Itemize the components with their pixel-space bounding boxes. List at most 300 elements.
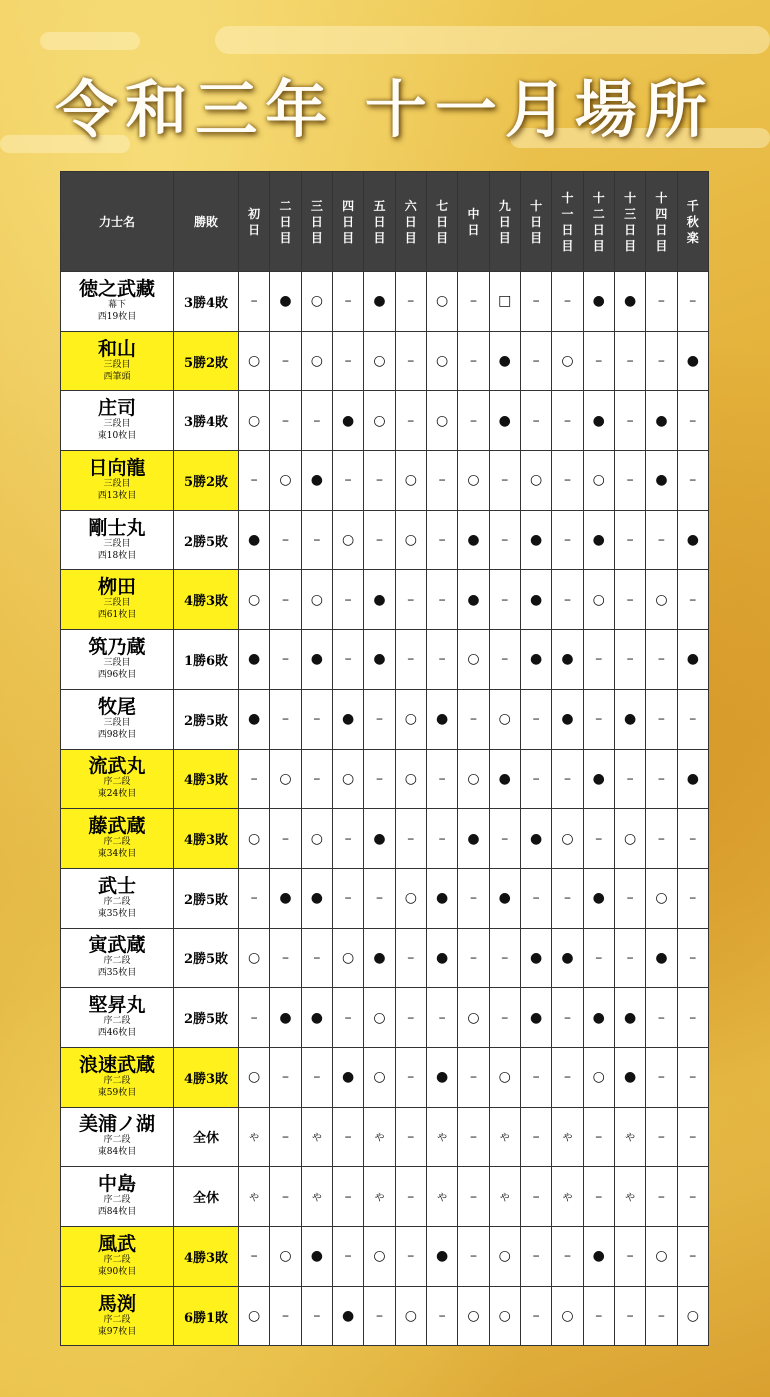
record-cell: 3勝4敗	[174, 272, 239, 332]
wrestler-cell	[61, 510, 174, 570]
bout-result-day-10: ●	[520, 630, 551, 690]
wrestler-rank: 東35枚目	[97, 908, 137, 919]
header-day-char: 初	[248, 206, 261, 221]
header-day-char: 日	[342, 214, 355, 229]
bout-result-day-8: –	[458, 331, 489, 391]
bout-result-day-13: –	[614, 749, 645, 809]
bout-result-day-12: ○	[583, 570, 614, 630]
wrestler-name: 和山	[97, 337, 136, 360]
bout-result-day-5: –	[364, 510, 395, 570]
bout-result-day-14: –	[646, 1286, 677, 1346]
wrestler-rank: 東90枚目	[97, 1266, 137, 1277]
header-day-char: 九	[498, 198, 511, 213]
header-day-char: 目	[624, 238, 637, 253]
bout-result-day-13: ●	[614, 1047, 645, 1107]
bout-result-day-5: ○	[364, 391, 395, 451]
header-day-char: 二	[279, 198, 292, 213]
wrestler-cell	[61, 1286, 174, 1346]
bout-result-day-5: ●	[364, 928, 395, 988]
bout-result-day-4: –	[332, 988, 363, 1048]
bout-result-day-13: ●	[614, 988, 645, 1048]
bout-result-day-4: ○	[332, 510, 363, 570]
bout-result-day-7: ○	[426, 331, 457, 391]
bout-result-day-8: –	[458, 1227, 489, 1287]
bout-result-day-4: ●	[332, 689, 363, 749]
bout-result-day-12: –	[583, 630, 614, 690]
wrestler-name: 風武	[97, 1232, 136, 1255]
bout-result-day-12: ●	[583, 1227, 614, 1287]
wrestler-name: 剛士丸	[88, 516, 146, 539]
bout-result-day-8: –	[458, 391, 489, 451]
wrestler-division: 序二段	[103, 896, 131, 907]
bout-result-day-7: や	[426, 1107, 457, 1167]
bout-result-day-5: –	[364, 1286, 395, 1346]
bout-result-day-12: ●	[583, 749, 614, 809]
bout-result-day-2: –	[270, 1107, 301, 1167]
bout-result-day-2: –	[270, 570, 301, 630]
bout-result-day-8: –	[458, 928, 489, 988]
bout-result-day-14: –	[646, 809, 677, 869]
bout-result-day-3: ○	[301, 809, 332, 869]
bout-result-day-7: –	[426, 510, 457, 570]
bout-result-day-15: –	[677, 988, 708, 1048]
bout-result-day-5: –	[364, 749, 395, 809]
bout-result-day-10: –	[520, 749, 551, 809]
bout-result-day-1: や	[239, 1107, 270, 1167]
bout-result-day-11: –	[552, 1047, 583, 1107]
header-record: 勝敗	[174, 172, 239, 272]
bout-result-day-1: ○	[239, 391, 270, 451]
bout-result-day-6: –	[395, 272, 426, 332]
bout-result-day-1: ●	[239, 630, 270, 690]
table-row	[61, 689, 709, 749]
bout-result-day-7: ●	[426, 928, 457, 988]
wrestler-rank: 西35枚目	[97, 968, 137, 979]
bout-result-day-4: –	[332, 570, 363, 630]
header-row	[61, 172, 709, 272]
bout-result-day-7: –	[426, 630, 457, 690]
header-day-2	[270, 172, 301, 272]
bout-result-day-9: や	[489, 1107, 520, 1167]
header-wrestler-name: 力士名	[61, 172, 174, 272]
bout-result-day-9: ●	[489, 868, 520, 928]
record-cell: 全休	[174, 1167, 239, 1227]
bout-result-day-1: –	[239, 988, 270, 1048]
header-day-char: 秋	[686, 214, 699, 229]
header-day-4	[332, 172, 363, 272]
bout-result-day-4: ○	[332, 749, 363, 809]
bout-result-day-13: や	[614, 1107, 645, 1167]
header-day-9	[489, 172, 520, 272]
bout-result-day-15: –	[677, 868, 708, 928]
bout-result-day-15: ●	[677, 630, 708, 690]
header-day-char: 日	[561, 222, 574, 237]
bout-result-day-1: –	[239, 451, 270, 511]
record-cell: 2勝5敗	[174, 510, 239, 570]
table-row	[61, 1227, 709, 1287]
header-day-char: 楽	[686, 230, 699, 245]
bout-result-day-13: –	[614, 1286, 645, 1346]
header-day-char: 日	[373, 214, 386, 229]
header-day-char: 日	[279, 214, 292, 229]
bout-result-day-10: ●	[520, 510, 551, 570]
bout-result-day-9: –	[489, 451, 520, 511]
bout-result-day-15: –	[677, 809, 708, 869]
bout-result-day-9: ○	[489, 1227, 520, 1287]
bout-result-day-1: ○	[239, 331, 270, 391]
wrestler-division: 三段目	[103, 419, 131, 430]
bout-result-day-12: ○	[583, 451, 614, 511]
bout-result-day-10: –	[520, 868, 551, 928]
bout-result-day-2: –	[270, 1167, 301, 1227]
header-day-8	[458, 172, 489, 272]
bout-result-day-9: –	[489, 570, 520, 630]
bout-result-day-12: –	[583, 1107, 614, 1167]
bout-result-day-5: ○	[364, 1227, 395, 1287]
bout-result-day-3: ●	[301, 451, 332, 511]
bout-result-day-5: ●	[364, 630, 395, 690]
bout-result-day-8: ○	[458, 749, 489, 809]
bout-result-day-2: –	[270, 331, 301, 391]
bout-result-day-9: –	[489, 988, 520, 1048]
bout-result-day-5: –	[364, 451, 395, 511]
header-day-char: 六	[404, 198, 417, 213]
bout-result-day-7: や	[426, 1167, 457, 1227]
bout-result-day-9: –	[489, 809, 520, 869]
bout-result-day-11: ●	[552, 630, 583, 690]
bout-result-day-1: ○	[239, 1286, 270, 1346]
wrestler-name: 堅昇丸	[88, 994, 146, 1017]
bout-result-day-6: ○	[395, 451, 426, 511]
record-cell: 1勝6敗	[174, 630, 239, 690]
bout-result-day-11: –	[552, 272, 583, 332]
bout-result-day-5: ●	[364, 272, 395, 332]
bout-result-day-7: ●	[426, 1047, 457, 1107]
bout-result-day-3: –	[301, 1047, 332, 1107]
wrestler-name: 美浦ノ湖	[78, 1113, 155, 1136]
bout-result-day-13: ●	[614, 689, 645, 749]
bout-result-day-6: –	[395, 391, 426, 451]
bout-result-day-2: ●	[270, 272, 301, 332]
wrestler-division: 序二段	[103, 777, 131, 788]
wrestler-rank: 西筆頭	[103, 371, 131, 382]
table-row	[61, 868, 709, 928]
bout-result-day-10: ○	[520, 451, 551, 511]
bout-result-day-10: ●	[520, 809, 551, 869]
bout-result-day-10: ●	[520, 570, 551, 630]
bout-result-day-4: –	[332, 1167, 363, 1227]
bout-result-day-11: –	[552, 391, 583, 451]
bout-result-day-6: –	[395, 570, 426, 630]
header-day-char: 日	[498, 214, 511, 229]
bout-result-day-1: –	[239, 1227, 270, 1287]
record-cell: 6勝1敗	[174, 1286, 239, 1346]
bout-result-day-9: –	[489, 630, 520, 690]
table-row	[61, 510, 709, 570]
table-row	[61, 451, 709, 511]
header-day-char: 十	[655, 190, 668, 205]
header-day-char: 目	[342, 230, 355, 245]
wrestler-cell	[61, 272, 174, 332]
header-day-char: 日	[404, 214, 417, 229]
wrestler-rank: 西13枚目	[97, 490, 137, 501]
bout-result-day-15: –	[677, 451, 708, 511]
header-day-char: 日	[467, 222, 480, 237]
bout-result-day-11: –	[552, 1227, 583, 1287]
bout-result-day-5: –	[364, 689, 395, 749]
wrestler-division: 序二段	[103, 1314, 131, 1325]
wrestler-division: 三段目	[103, 657, 131, 668]
bout-result-day-14: ●	[646, 451, 677, 511]
header-day-char: 中	[467, 206, 480, 221]
bout-result-day-4: –	[332, 272, 363, 332]
wrestler-cell	[61, 331, 174, 391]
header-day-char: 目	[561, 238, 574, 253]
bout-result-day-6: –	[395, 1107, 426, 1167]
bout-result-day-9: ●	[489, 331, 520, 391]
bout-result-day-3: ●	[301, 988, 332, 1048]
bout-result-day-8: ○	[458, 988, 489, 1048]
wrestler-cell	[61, 391, 174, 451]
bout-result-day-5: ●	[364, 809, 395, 869]
bout-result-day-1: ○	[239, 570, 270, 630]
header-day-char: 日	[592, 222, 605, 237]
bout-result-day-13: –	[614, 1227, 645, 1287]
bout-result-day-12: ●	[583, 272, 614, 332]
wrestler-cell	[61, 988, 174, 1048]
bout-result-day-6: –	[395, 331, 426, 391]
header-day-char: 四	[342, 198, 355, 213]
wrestler-division: 序二段	[103, 837, 131, 848]
bout-result-day-6: –	[395, 1167, 426, 1227]
wrestler-division: 序二段	[103, 1254, 131, 1265]
bout-result-day-4: ○	[332, 928, 363, 988]
bout-result-day-14: –	[646, 689, 677, 749]
bout-result-day-7: –	[426, 988, 457, 1048]
header-day-char: 日	[624, 222, 637, 237]
bout-result-day-10: –	[520, 1047, 551, 1107]
bout-result-day-14: ●	[646, 928, 677, 988]
page-title: 令和三年 十一月場所	[55, 73, 715, 146]
bout-result-day-13: ○	[614, 809, 645, 869]
bout-result-day-8: ●	[458, 809, 489, 869]
bout-result-day-12: –	[583, 809, 614, 869]
wrestler-rank: 東10枚目	[97, 431, 137, 442]
header-day-char: 十	[624, 190, 637, 205]
bout-result-day-6: –	[395, 928, 426, 988]
header-day-7	[426, 172, 457, 272]
bout-result-day-11: ●	[552, 928, 583, 988]
bout-result-day-7: ○	[426, 272, 457, 332]
bout-result-day-8: ○	[458, 1286, 489, 1346]
bout-result-day-5: –	[364, 868, 395, 928]
record-cell: 4勝3敗	[174, 570, 239, 630]
bout-result-day-11: –	[552, 988, 583, 1048]
record-cell: 全休	[174, 1107, 239, 1167]
bout-result-day-10: –	[520, 1167, 551, 1227]
bout-result-day-5: ○	[364, 331, 395, 391]
bout-result-day-12: ●	[583, 988, 614, 1048]
record-cell: 4勝3敗	[174, 749, 239, 809]
header-day-char: 目	[373, 230, 386, 245]
bout-result-day-3: –	[301, 510, 332, 570]
bout-result-day-7: –	[426, 570, 457, 630]
bout-result-day-14: –	[646, 331, 677, 391]
bout-result-day-11: ○	[552, 809, 583, 869]
bout-result-day-15: ●	[677, 749, 708, 809]
bout-result-day-8: ○	[458, 630, 489, 690]
bout-result-day-5: や	[364, 1167, 395, 1227]
bout-result-day-15: ○	[677, 1286, 708, 1346]
header-day-char: 七	[436, 198, 449, 213]
bout-result-day-15: ●	[677, 510, 708, 570]
wrestler-rank: 東97枚目	[97, 1326, 137, 1337]
bout-result-day-11: や	[552, 1107, 583, 1167]
bout-result-day-13: –	[614, 928, 645, 988]
bout-result-day-3: –	[301, 749, 332, 809]
bout-result-day-14: ○	[646, 570, 677, 630]
bout-result-day-15: –	[677, 570, 708, 630]
table-row	[61, 272, 709, 332]
bout-result-day-9: ○	[489, 1047, 520, 1107]
bout-result-day-14: –	[646, 1167, 677, 1227]
bout-result-day-10: –	[520, 331, 551, 391]
bout-result-day-12: –	[583, 331, 614, 391]
bout-result-day-12: –	[583, 689, 614, 749]
bout-result-day-6: –	[395, 630, 426, 690]
wrestler-name: 栁田	[97, 576, 136, 599]
bout-result-day-2: ●	[270, 988, 301, 1048]
bout-result-day-15: –	[677, 689, 708, 749]
bout-result-day-9: や	[489, 1167, 520, 1227]
bout-result-day-2: –	[270, 928, 301, 988]
bout-result-day-11: –	[552, 510, 583, 570]
bout-result-day-3: ●	[301, 868, 332, 928]
bout-result-day-13: –	[614, 630, 645, 690]
bout-result-day-5: や	[364, 1107, 395, 1167]
bout-result-day-11: –	[552, 451, 583, 511]
bout-result-day-1: –	[239, 868, 270, 928]
header-day-char: 目	[404, 230, 417, 245]
bout-result-day-9: ○	[489, 689, 520, 749]
header-day-char: 三	[624, 206, 637, 221]
bout-result-day-1: ●	[239, 510, 270, 570]
wrestler-rank: 西84枚目	[97, 1207, 137, 1218]
bout-result-day-1: –	[239, 749, 270, 809]
bout-result-day-3: –	[301, 689, 332, 749]
header-day-3	[301, 172, 332, 272]
wrestler-cell	[61, 630, 174, 690]
wrestler-division: 序二段	[103, 1075, 131, 1086]
wrestler-cell	[61, 1167, 174, 1227]
decor-cloud	[215, 26, 770, 54]
bout-result-day-7: –	[426, 451, 457, 511]
header-day-char: 日	[530, 214, 543, 229]
header-day-1	[239, 172, 270, 272]
bout-result-day-10: –	[520, 391, 551, 451]
bout-result-day-2: –	[270, 689, 301, 749]
bout-result-day-7: ●	[426, 689, 457, 749]
bout-result-day-14: –	[646, 1047, 677, 1107]
bout-result-day-10: –	[520, 1227, 551, 1287]
bout-result-day-3: –	[301, 391, 332, 451]
wrestler-rank: 西61枚目	[97, 610, 137, 621]
bout-result-day-6: ○	[395, 689, 426, 749]
bout-result-day-4: ●	[332, 1286, 363, 1346]
table-row	[61, 928, 709, 988]
bout-result-day-2: ●	[270, 868, 301, 928]
bout-result-day-13: ●	[614, 272, 645, 332]
bout-result-day-9: ○	[489, 1286, 520, 1346]
wrestler-cell	[61, 1227, 174, 1287]
bout-result-day-1: や	[239, 1167, 270, 1227]
record-cell: 2勝5敗	[174, 689, 239, 749]
bout-result-day-12: ○	[583, 1047, 614, 1107]
bout-result-day-5: ○	[364, 1047, 395, 1107]
bout-result-day-6: –	[395, 1047, 426, 1107]
bout-result-day-8: –	[458, 1047, 489, 1107]
wrestler-cell	[61, 868, 174, 928]
bout-result-day-11: ○	[552, 331, 583, 391]
bout-result-day-3: ●	[301, 630, 332, 690]
bout-results-table	[60, 171, 709, 1346]
wrestler-rank: 西98枚目	[97, 729, 137, 740]
bout-result-day-9: –	[489, 510, 520, 570]
wrestler-division: 序二段	[103, 1195, 131, 1206]
bout-result-day-9: –	[489, 928, 520, 988]
bout-result-day-14: ●	[646, 391, 677, 451]
wrestler-division: 序二段	[103, 1016, 131, 1027]
wrestler-division: 序二段	[103, 1135, 131, 1146]
bout-result-day-4: –	[332, 451, 363, 511]
bout-result-day-11: –	[552, 749, 583, 809]
wrestler-cell	[61, 451, 174, 511]
bout-result-day-7: –	[426, 1286, 457, 1346]
header-day-char: 十	[530, 198, 543, 213]
wrestler-cell	[61, 1107, 174, 1167]
wrestler-name: 庄司	[97, 397, 136, 420]
header-day-char: 三	[310, 198, 323, 213]
bout-result-day-15: –	[677, 1227, 708, 1287]
table-row	[61, 570, 709, 630]
wrestler-name: 浪速武蔵	[78, 1053, 155, 1076]
header-day-14	[646, 172, 677, 272]
table-row	[61, 1047, 709, 1107]
bout-result-day-14: –	[646, 1107, 677, 1167]
bout-result-day-4: ●	[332, 391, 363, 451]
bout-result-day-6: ○	[395, 1286, 426, 1346]
table-row	[61, 331, 709, 391]
wrestler-name: 武士	[97, 874, 136, 897]
header-day-12	[583, 172, 614, 272]
bout-result-day-3: ○	[301, 570, 332, 630]
header-day-6	[395, 172, 426, 272]
bout-result-day-2: –	[270, 630, 301, 690]
wrestler-name: 牧尾	[97, 695, 136, 718]
wrestler-rank: 東59枚目	[97, 1087, 137, 1098]
bout-result-day-5: ●	[364, 570, 395, 630]
record-cell: 2勝5敗	[174, 988, 239, 1048]
header-day-char: 目	[530, 230, 543, 245]
wrestler-name: 中島	[97, 1173, 136, 1196]
wrestler-division: 三段目	[103, 478, 131, 489]
bout-result-day-14: –	[646, 988, 677, 1048]
record-cell: 2勝5敗	[174, 928, 239, 988]
wrestler-division: 三段目	[103, 359, 131, 370]
bout-result-day-2: –	[270, 1286, 301, 1346]
record-cell: 3勝4敗	[174, 391, 239, 451]
header-day-11	[552, 172, 583, 272]
